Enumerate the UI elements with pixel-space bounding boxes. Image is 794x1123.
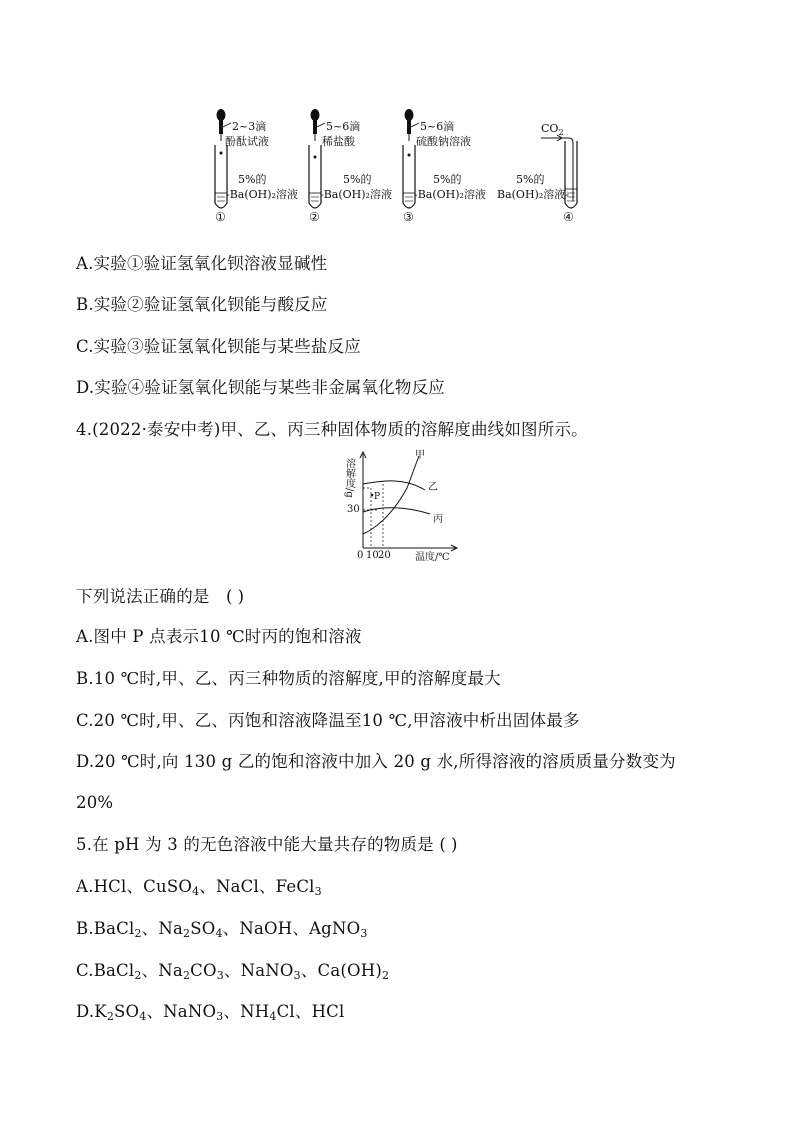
q5-option-b [76,918,368,940]
formula-part: 、NaOH、AgNO [222,919,361,938]
tube-2-drops: 5~6滴 [326,120,361,133]
formula-part: Cl、HCl [276,1002,345,1021]
formula-part: 、Na [141,961,183,980]
tube-1-reagent: 酚酞试液 [225,135,269,148]
q3-option-a: A.实验①验证氢氧化钡溶液显碱性 [76,254,328,273]
formula-subscript: 2 [134,927,142,940]
tube-3-reagent: 硫酸钠溶液 [416,135,471,148]
formula-part: HCl [93,877,127,896]
formula-subscript: 2 [134,969,142,982]
q5-option-c [76,960,389,982]
formula-subscript: 4 [139,1010,147,1023]
x-axis-label: 温度/℃ [415,552,450,563]
q5-answer-bracket[interactable]: ( ) [439,835,458,854]
formula-part: K [94,1002,107,1021]
tube-3-solution: -Ba(OH)₂溶液 [414,188,486,201]
q3-option-b: B.实验②验证氢氧化钡能与酸反应 [76,295,328,314]
y-tick-30: 30 [347,504,360,515]
tube-4-num: ④ [563,210,574,224]
x-tick-0: 0 [357,550,364,561]
tube-2 [309,109,392,224]
formula-subscript: 2 [183,927,191,940]
series-bing [363,508,430,514]
q4-question [76,586,244,608]
formula-subscript: 3 [360,927,368,940]
formula-subscript: 4 [269,1010,277,1023]
q3-option-d: D.实验④验证氢氧化钡能与某些非金属氧化物反应 [76,378,445,397]
formula-part: 、NaNO [146,1002,217,1021]
tube-2-solution: -Ba(OH)₂溶液 [320,188,392,201]
x-tick-20: 20 [378,550,391,561]
x-tick-10: 10 [366,550,379,561]
series-jia-label: 甲 [415,450,425,461]
option-label: A. [76,877,94,896]
formula-part: BaCl [93,919,135,938]
tube-4-pct: 5%的 [516,173,545,186]
formula-part: 、NH [223,1002,270,1021]
y-axis-label: 溶解度/g [343,458,355,498]
formula-part: 、Ca(OH) [300,961,383,980]
q5-option-d [76,1001,344,1023]
formula-subscript: 2 [382,969,390,982]
tube-2-num: ② [309,210,320,224]
tube-1-drops: 2~3滴 [232,120,267,133]
formula-part: BaCl [93,961,135,980]
tube-1-num: ① [215,210,226,224]
q4-option-b: B.10 ℃时,甲、乙、丙三种物质的溶解度,甲的溶解度最大 [76,669,501,688]
tube-3 [403,109,486,224]
formula-subscript: 3 [216,969,224,982]
tube-4 [497,122,577,224]
q4-answer-bracket[interactable]: ( ) [225,587,245,606]
tube-4-solution: Ba(OH)₂溶液- [497,188,569,201]
tube-1-solution: -Ba(OH)₂溶液 [226,188,298,201]
q3-option-c: C.实验③验证氢氧化钡能与某些盐反应 [76,337,361,356]
formula-subscript: 2 [182,969,191,982]
tube-3-num: ③ [403,210,414,224]
q4-option-a: A.图中 P 点表示10 ℃时丙的饱和溶液 [76,627,362,646]
point-p-label: P [374,492,381,502]
tube-1-pct: 5%的 [238,173,267,186]
q4-question-text: 下列说法正确的是 [76,587,210,606]
formula-subscript: 3 [293,969,301,982]
formula-part: SO [114,1002,140,1021]
q4-option-d: D.20 ℃时,向 130 g 乙的饱和溶液中加入 20 g 水,所得溶液的溶质质量分数变为 [76,752,676,771]
formula-subscript: 3 [314,885,322,898]
q4-option-d-cont: 20% [76,793,114,812]
tube-4-gas: $CO_2$ [541,122,564,137]
option-label: B. [76,919,94,938]
formula-part: SO [190,919,216,938]
q5-stem-line [76,834,457,856]
formula-subscript: 4 [215,927,223,940]
formula-part: 、NaCl、FeCl [199,877,315,896]
experiment-figure [195,105,595,230]
q5-stem: 5.在 pH 为 3 的无色溶液中能大量共存的物质是 [76,835,434,854]
formula-part: 、Na [141,919,184,938]
solubility-chart [335,448,465,566]
series-yi-label: 乙 [428,482,438,493]
formula-part: 、CuSO [126,877,193,896]
tube-3-pct: 5%的 [433,173,462,186]
q4-stem: 4.(2022·泰安中考)甲、乙、丙三种固体物质的溶解度曲线如图所示。 [76,420,588,439]
tube-1 [215,109,298,224]
formula-part: 、NaNO [223,961,294,980]
option-label: C. [76,961,94,980]
formula-subscript: 2 [106,1010,115,1023]
formula-subscript: 4 [192,885,200,898]
option-label: D. [76,1002,95,1021]
q4-option-c: C.20 ℃时,甲、乙、丙饱和溶液降温至10 ℃,甲溶液中析出固体最多 [76,711,580,730]
point-p [371,494,374,497]
formula-subscript: 3 [216,1010,224,1023]
series-yi [363,481,425,490]
series-bing-label: 丙 [433,514,443,525]
formula-part: CO [190,961,217,980]
tube-2-reagent: 稀盐酸 [322,135,355,148]
q5-option-a [76,876,322,898]
tube-3-drops: 5~6滴 [420,120,455,133]
tube-2-pct: 5%的 [343,173,372,186]
